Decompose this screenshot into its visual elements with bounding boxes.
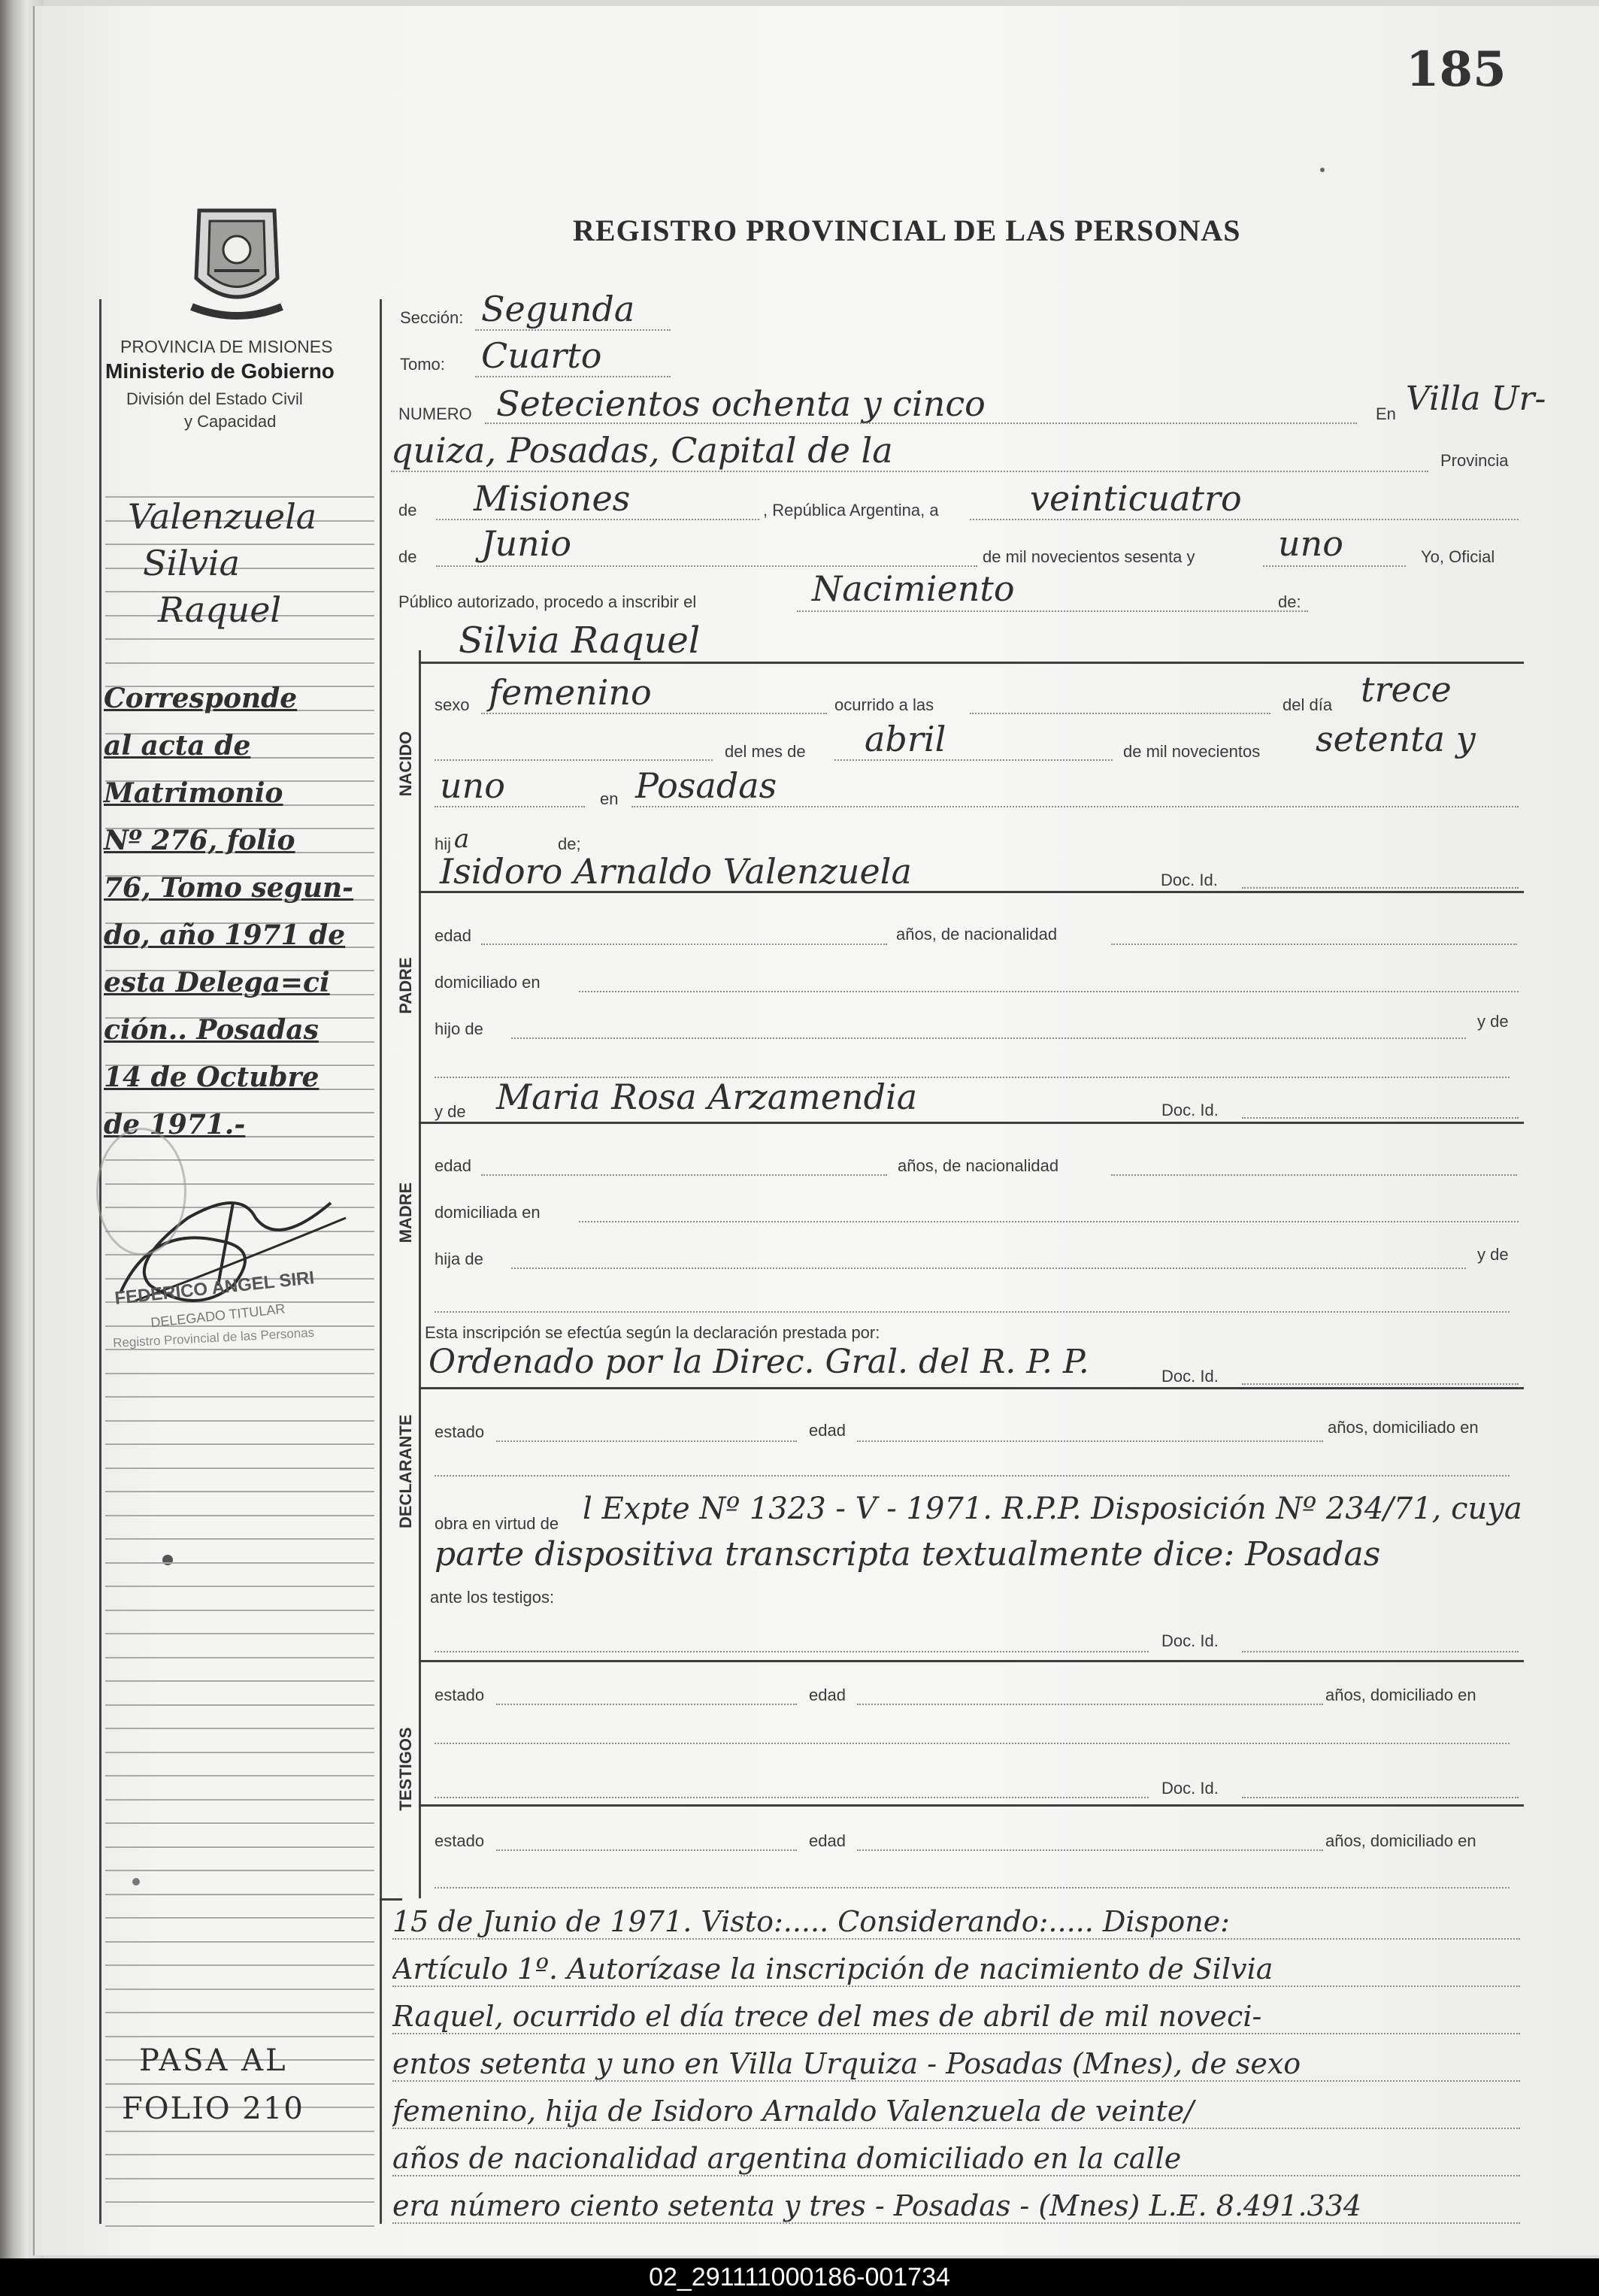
margin-rule <box>105 2178 374 2179</box>
de-semicolon-label: de; <box>558 834 581 853</box>
section-label-declarante: DECLARANTE <box>396 1414 415 1528</box>
rule-nacido-top <box>419 662 1524 664</box>
madre-doc-label: Doc. Id. <box>1161 1101 1219 1119</box>
madre-y-de-label-2: y de <box>1477 1245 1509 1264</box>
pasa-al-label: PASA AL <box>139 2043 288 2078</box>
del-dia-label: del día <box>1283 695 1333 714</box>
margin-column-rule <box>380 299 382 2224</box>
madre-hija-line-2 <box>435 1311 1510 1313</box>
en-value: Villa Ur- <box>1406 380 1546 418</box>
declarante-dom-line <box>435 1475 1510 1477</box>
testigo1-edad-line <box>857 1704 1323 1705</box>
del-mes-label: del mes de <box>725 742 806 761</box>
tomo-line <box>475 376 671 377</box>
folio-label: FOLIO 210 <box>122 2092 304 2126</box>
margin-rule <box>105 1468 374 1469</box>
padre-edad-label: edad <box>435 926 471 945</box>
margin-rule <box>105 1846 374 1848</box>
nombre-value: Silvia Raquel <box>459 619 701 662</box>
margin-note-line: do, año 1971 de <box>104 919 346 951</box>
mes-value: Junio <box>481 523 572 564</box>
margin-rule <box>105 2201 374 2203</box>
bottom-annotation-line: Raquel, ocurrido el día trece del mes de abril de mil noveci- <box>392 2000 1520 2034</box>
margin-rule <box>105 1538 374 1540</box>
dia-nac-value: trece <box>1361 669 1452 710</box>
provincia-label: Provincia <box>1440 451 1509 470</box>
declarante-anos-label: años, domiciliado en <box>1328 1418 1479 1437</box>
testigo1-edad-label: edad <box>809 1686 846 1704</box>
padre-hijo-line <box>511 1037 1466 1039</box>
margin-name-line: Raquel <box>158 589 282 630</box>
archive-id-footer: 02_291111000186-001734 <box>0 2258 1599 2296</box>
margin-rule <box>105 1704 374 1706</box>
bottom-annotation-line: entos setenta y uno en Villa Urquiza - Posadas (Mnes), de sexo <box>392 2047 1520 2082</box>
declarante-doc-label: Doc. Id. <box>1161 1367 1219 1386</box>
declarante-estado-line <box>496 1440 797 1442</box>
yo-oficial-label: Yo, Oficial <box>1421 547 1495 566</box>
province-seal-emblem <box>184 203 289 323</box>
margin-rule <box>105 1373 374 1374</box>
declarante-edad-label: edad <box>809 1421 846 1440</box>
margin-rule <box>105 1964 374 1966</box>
anio-value: uno <box>1278 523 1343 564</box>
ocurrido-line <box>970 713 1270 714</box>
testigo2-anos-label: años, domiciliado en <box>1325 1831 1476 1850</box>
testigo1-anos-label: años, domiciliado en <box>1325 1686 1476 1704</box>
acto-line <box>797 610 1308 612</box>
margin-rule <box>105 2036 374 2037</box>
madre-nac-label: años, de nacionalidad <box>898 1156 1059 1175</box>
margin-rule <box>105 1752 374 1753</box>
testigo2-name-line <box>435 1797 1149 1798</box>
hija-label: hij <box>435 834 452 853</box>
anio-line <box>1263 565 1406 567</box>
republica-label: , República Argentina, a <box>763 501 939 519</box>
margin-note-line: 14 de Octubre <box>104 1062 319 1093</box>
seccion-value: Segunda <box>481 289 635 329</box>
padre-hijo-label: hijo de <box>435 1019 483 1038</box>
ante-testigos-label: ante los testigos: <box>430 1588 555 1607</box>
margin-rule <box>105 1420 374 1422</box>
margin-rule <box>105 1586 374 1587</box>
anio-nac-value: setenta y <box>1316 719 1476 759</box>
signature-title: DELEGADO TITULAR <box>150 1301 286 1331</box>
ministry-label: Ministerio de Gobierno <box>105 359 335 383</box>
margin-rule <box>105 1799 374 1801</box>
numero-value: Setecientos ochenta y cinco <box>496 383 986 424</box>
tomo-label: Tomo: <box>400 355 445 374</box>
margin-rule <box>105 1325 374 1327</box>
margin-rule <box>105 1870 374 1871</box>
margin-rule <box>105 2083 374 2085</box>
madre-hija-label: hija de <box>435 1249 483 1268</box>
seccion-line <box>475 329 671 331</box>
paper-stain <box>1320 168 1325 172</box>
ocurrido-label: ocurrido a las <box>834 695 934 714</box>
padre-doc-line <box>1242 887 1519 889</box>
sexo-value: femenino <box>489 672 652 713</box>
margin-rule <box>105 1775 374 1777</box>
publico-label: Público autorizado, procedo a inscribir el <box>398 592 697 611</box>
margin-rule <box>105 2154 374 2155</box>
left-margin-rule <box>99 299 101 2224</box>
margin-name-line: Silvia <box>143 543 241 583</box>
testigo2-doc-label: Doc. Id. <box>1161 1779 1219 1798</box>
margin-note-line: Nº 276, folio <box>104 825 295 856</box>
lugar-nac-value: Posadas <box>635 765 777 806</box>
mes-nac-value: abril <box>865 719 946 759</box>
margin-rule <box>105 1443 374 1445</box>
testigo2-edad-label: edad <box>809 1831 846 1850</box>
dia-value: veinticuatro <box>1030 478 1242 519</box>
seccion-label: Sección: <box>400 308 464 327</box>
en-label: En <box>1376 404 1396 423</box>
de-colon-label: de: <box>1278 592 1301 611</box>
margin-rule <box>105 2225 374 2227</box>
margin-rule <box>105 1396 374 1398</box>
madre-edad-label: edad <box>435 1156 471 1175</box>
anio-nac-value-2: uno <box>440 765 505 806</box>
margin-note-line: Matrimonio <box>104 777 283 809</box>
rule-testigos-top <box>419 1660 1524 1662</box>
madre-dom-label: domiciliada en <box>435 1203 541 1222</box>
margin-note-line: ción.. Posadas <box>104 1014 319 1046</box>
obra-label: obra en virtud de <box>435 1514 559 1533</box>
section-label-nacido: NACIDO <box>396 731 415 797</box>
margin-rule <box>105 1562 374 1564</box>
bottom-annotation-line: Artículo 1º. Autorízase la inscripción de nacimiento de Silvia <box>392 1952 1520 1987</box>
madre-dom-line <box>579 1221 1519 1222</box>
margin-rule <box>105 1515 374 1516</box>
division-label: División del Estado Civil <box>126 389 303 408</box>
madre-doc-line <box>1242 1117 1519 1119</box>
province-label: PROVINCIA DE MISIONES <box>120 337 333 356</box>
madre-edad-line <box>481 1174 887 1176</box>
de-mil-label: de mil novecientos sesenta y <box>983 547 1195 566</box>
madre-nac-line <box>1111 1174 1517 1176</box>
margin-rule <box>105 1728 374 1729</box>
padre-dom-line <box>579 991 1519 992</box>
margin-rule <box>105 1894 374 1895</box>
margin-rule <box>105 1822 374 1824</box>
de-label: de <box>398 501 417 519</box>
anio-nac-line <box>435 806 585 807</box>
numero-line <box>485 423 1357 424</box>
sexo-line <box>481 713 827 714</box>
paper-stain <box>162 1555 173 1565</box>
padre-doc-label: Doc. Id. <box>1161 871 1218 889</box>
margin-name-line: Valenzuela <box>128 496 317 537</box>
testigo2-edad-line <box>857 1849 1323 1851</box>
obra-value: l Expte Nº 1323 - V - 1971. R.P.P. Disposición Nº 234/71, cuya <box>583 1492 1522 1526</box>
en-label-2: en <box>600 789 619 808</box>
testigo1-estado-line <box>496 1704 797 1705</box>
lugar-line <box>391 471 1428 472</box>
rule-madre-top <box>419 1122 1524 1124</box>
document-title: REGISTRO PROVINCIAL DE LAS PERSONAS <box>573 214 1241 247</box>
de-mil-nov-label: de mil novecientos <box>1123 742 1261 761</box>
margin-rule <box>105 1657 374 1658</box>
padre-nombre-value: Isidoro Arnaldo Valenzuela <box>440 851 912 892</box>
rule-bottom-section <box>380 1898 402 1901</box>
margin-rule <box>105 638 374 640</box>
inscripcion-label: Esta inscripción se efectúa según la declaración prestada por: <box>425 1323 880 1342</box>
bottom-annotation-line: era número ciento setenta y tres - Posadas - (Mnes) L.E. 8.491.334 <box>392 2189 1520 2224</box>
numero-label: NUMERO <box>398 404 472 423</box>
margin-rule <box>105 1680 374 1682</box>
declarante-value: Ordenado por la Direc. Gral. del R. P. P. <box>429 1343 1089 1381</box>
testigo2-dom-line <box>435 1887 1510 1889</box>
madre-nombre-value: Maria Rosa Arzamendia <box>496 1077 918 1117</box>
margin-rule <box>105 1610 374 1611</box>
de-label-2: de <box>398 547 417 566</box>
section-label-rule <box>419 650 421 1898</box>
rule-testigo2-top <box>419 1804 1524 1807</box>
bottom-annotation-line: 15 de Junio de 1971. Visto:..... Considerando:..... Dispone: <box>392 1905 1520 1940</box>
margin-rule <box>105 2131 374 2132</box>
division-label-2: y Capacidad <box>184 412 277 431</box>
margin-note-line: esta Delega=ci <box>104 967 330 998</box>
testigo2-doc-line <box>1242 1797 1519 1798</box>
margin-note-line: 76, Tomo segun- <box>104 872 354 904</box>
testigo1-doc-label: Doc. Id. <box>1161 1631 1219 1650</box>
margin-rule <box>105 1491 374 1492</box>
rubber-stamp-circle <box>96 1128 186 1256</box>
provincia-value: Misiones <box>474 478 631 519</box>
obra-value-2: parte dispositiva transcripta textualmente dice: Posadas <box>435 1535 1381 1574</box>
mes-nac-line <box>834 759 1113 761</box>
margin-note-line: de 1971.- <box>104 1109 246 1140</box>
margin-note-line: Corresponde <box>104 683 298 714</box>
lugar-nac-line <box>631 806 1519 807</box>
padre-nac-label: años, de nacionalidad <box>896 925 1058 944</box>
testigo1-dom-line <box>435 1743 1510 1744</box>
sexo-label: sexo <box>435 695 470 714</box>
hija-suffix: a <box>454 824 470 854</box>
provincia-line <box>436 519 759 520</box>
signature-name: FEDERICO ANGEL SIRI <box>114 1268 316 1309</box>
madre-y-de-label: y de <box>435 1102 466 1121</box>
section-label-madre: MADRE <box>396 1182 415 1243</box>
padre-edad-line <box>481 944 887 945</box>
hora-line <box>435 759 713 761</box>
mes-line <box>436 565 977 567</box>
declarante-doc-line <box>1242 1383 1519 1385</box>
testigo2-estado-label: estado <box>435 1831 485 1850</box>
margin-rule <box>105 1941 374 1943</box>
margin-rule <box>105 2012 374 2013</box>
testigo1-doc-line <box>1242 1651 1519 1652</box>
madre-hija-line <box>511 1268 1466 1269</box>
rule-declarante-top <box>419 1387 1524 1389</box>
margin-rule <box>105 1917 374 1919</box>
bottom-annotation-line: femenino, hija de Isidoro Arnaldo Valenzuela de veinte/ <box>392 2095 1520 2129</box>
margin-note-line: al acta de <box>104 730 251 762</box>
section-label-padre: PADRE <box>396 957 415 1014</box>
padre-y-de-label: y de <box>1477 1012 1509 1031</box>
padre-dom-label: domiciliado en <box>435 973 541 992</box>
stamp-suffix: Registro Provincial de las Personas <box>112 1325 315 1351</box>
margin-rule <box>105 1633 374 1634</box>
testigo2-estado-line <box>496 1849 797 1851</box>
acto-value: Nacimiento <box>812 568 1015 609</box>
margin-rule <box>105 1989 374 1990</box>
lugar-value: quiza, Posadas, Capital de la <box>391 430 893 471</box>
dia-line <box>970 519 1519 520</box>
testigo1-name-line <box>435 1651 1149 1652</box>
testigo1-estado-label: estado <box>435 1686 485 1704</box>
declarante-estado-label: estado <box>435 1422 485 1441</box>
paper-stain <box>132 1878 140 1886</box>
tomo-value: Cuarto <box>481 335 602 376</box>
section-label-testigos: TESTIGOS <box>396 1727 415 1811</box>
declarante-edad-line <box>857 1440 1323 1442</box>
margin-rule <box>105 662 374 664</box>
page-number: 185 <box>1406 41 1507 98</box>
bottom-annotation-line: años de nacionalidad argentina domiciliado en la calle <box>392 2142 1520 2176</box>
padre-nac-line <box>1111 944 1517 945</box>
